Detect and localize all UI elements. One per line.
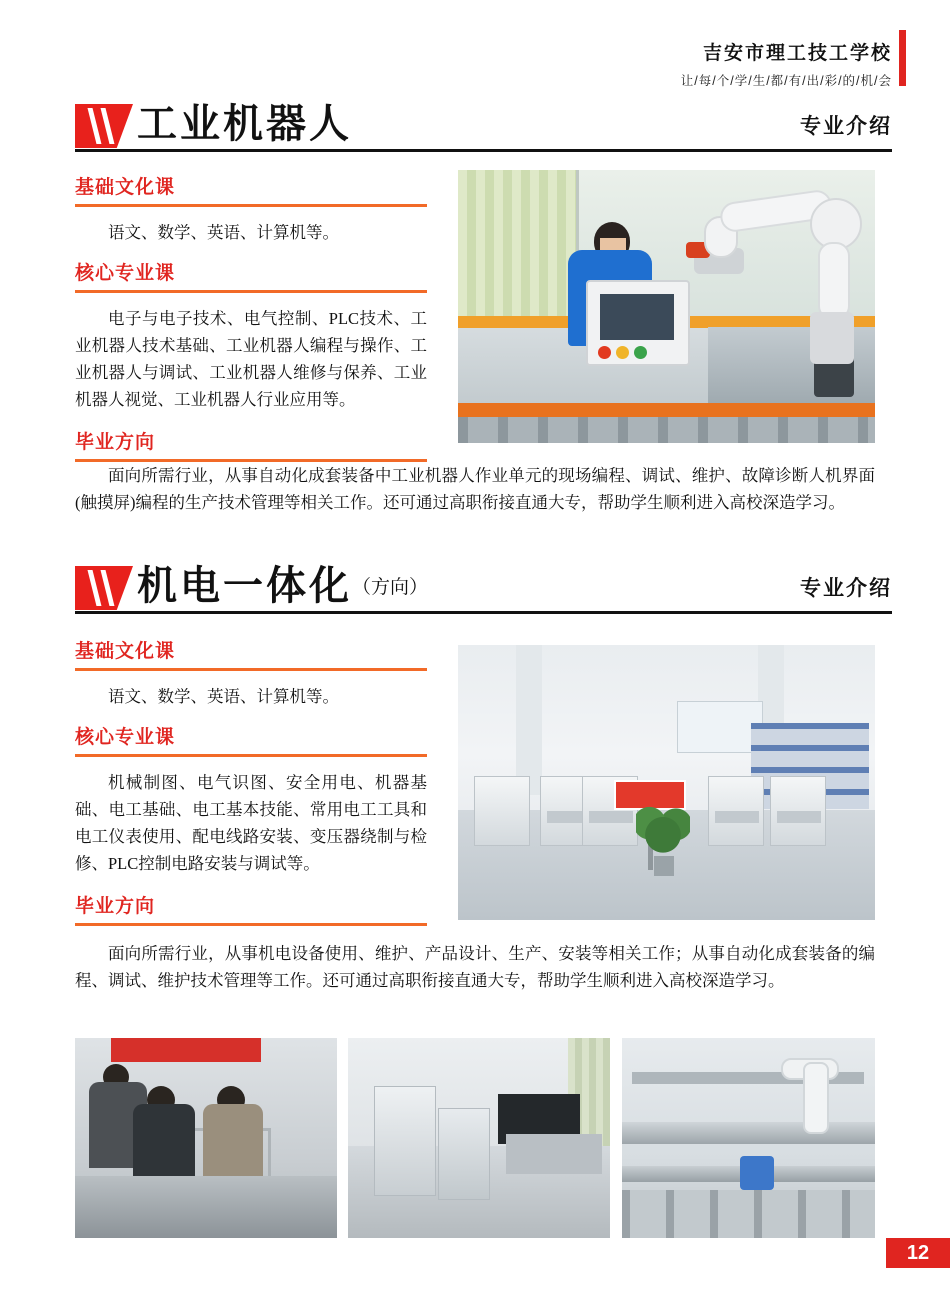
section-1-block-3-heading: 毕业方向 [75,432,156,453]
section-2-block-1-text: 语文、数学、英语、计算机等。 [108,687,339,706]
red-flag-icon [75,566,133,610]
section-1-underline [75,149,892,152]
divider [75,668,427,671]
section-1-outcome-text: 面向所需行业，从事自动化成套装备中工业机器人作业单元的现场编程、调试、维护、故障诊断人机界面(触摸屏)编程的生产技术管理等相关工作。还可通过高职衔接直通大专，帮助学生顺利进入高校深造学习。 [75,466,875,512]
divider [75,754,427,757]
divider [75,204,427,207]
divider [75,290,427,293]
section-1-block-2-heading: 核心专业课 [75,263,176,284]
school-slogan: 让/每/个/学/生/都/有/出/彩/的/机/会 [680,74,892,88]
section-2-outcome-text: 面向所需行业，从事机电设备使用、维护、产品设计、生产、安装等相关工作；从事自动化成套装备的编程、调试、维护技术管理等工作。还可通过高职衔接直通大专，帮助学生顺利进入高校深造学习。 [75,944,875,990]
gallery-photo-2 [348,1038,610,1238]
section-2-title-row [75,566,892,612]
school-header [681,38,892,89]
section-2-underline [75,611,892,614]
divider [75,923,427,926]
page-number: 12 [886,1238,950,1268]
section-1-title-text: 工业机器人 [137,102,352,146]
section-1-block-2-text: 电子与电子技术、电气控制、PLC技术、工业机器人技术基础、工业机器人编程与操作、工业机器人与调试、工业机器人维修与保养、工业机器人视觉、工业机器人行业应用等。 [75,309,427,409]
section-2-title-text: 机电一体化 [137,564,352,608]
section-2-title [137,562,428,612]
section-1-block-1-heading: 基础文化课 [75,177,176,198]
section-2-tag: 专业介绍 [800,577,892,600]
section-1-tag: 专业介绍 [800,115,892,138]
school-name: 吉安市理工技工学校 [702,43,892,64]
section-1-left-column [75,172,427,462]
section-1-title-row [75,104,892,150]
section-2-block-3-heading: 毕业方向 [75,896,156,917]
section-1-block-1-text: 语文、数学、英语、计算机等。 [108,223,339,242]
section-1-title [137,100,352,150]
section-2-photo [458,645,875,920]
gallery-photo-1 [75,1038,337,1238]
section-2-block-2-text: 机械制图、电气识图、安全用电、机器基础、电工基础、电工基本技能、常用电工工具和电工仪表使用、配电线路安装、变压器绕制与检修、PLC控制电路安装与调试等。 [75,773,427,873]
section-2-block-2-heading: 核心专业课 [75,727,176,748]
section-1-photo [458,170,875,443]
section-2-block-1-heading: 基础文化课 [75,641,176,662]
section-2-title-suffix: （方向） [352,577,429,598]
red-flag-icon [75,104,133,148]
gallery-photo-3 [622,1038,875,1238]
section-2-left-column [75,636,427,926]
header-red-bar [899,30,906,86]
